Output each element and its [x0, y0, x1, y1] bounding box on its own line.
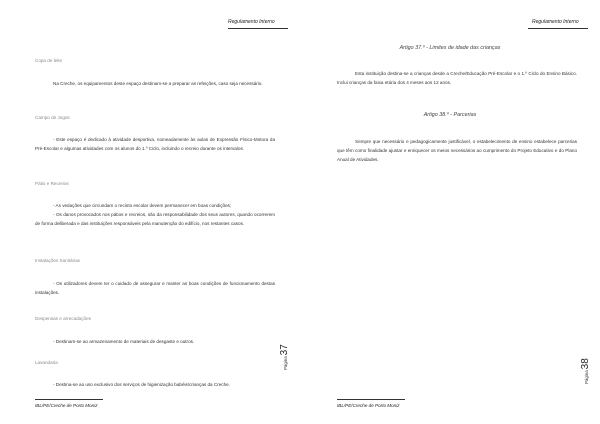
page-footer: IBL/PE/Creche de Porto Moniz [35, 403, 98, 408]
page-header: Regulamento Interno [228, 19, 275, 25]
page-number [580, 358, 594, 384]
section-heading-patio: Pátio e Recreios [35, 181, 69, 186]
page-header: Regulamento Interno [532, 19, 579, 25]
page-number [279, 344, 293, 370]
header-rule [228, 28, 288, 29]
section-paragraph: - Este espaço é dedicado à atividade desportiva, nomeadamente às aulas de Expressão Físico-Motora da Pré-Escolar e algumas atividades com os alunos do 1.º Ciclo, incluindo o recreio durante os intervalos. [35, 137, 275, 151]
document-page-right [300, 0, 600, 424]
section-heading-lavandaria: Lavandaria [35, 360, 58, 365]
section-heading-campo-jogos: Campo de Jogos [35, 115, 70, 120]
page-number-label: Página [584, 370, 589, 384]
page-number-value: 37 [279, 344, 290, 356]
section-paragraph: - Destinam-se ao armazenamento de materiais de desgaste e outros. [53, 339, 195, 344]
section-heading-copa: Copa de leite [35, 58, 63, 63]
section-paragraph: - As vedações que circundam o recinto escolar devem permanecer em boas condições; [53, 203, 232, 208]
article-title: Artigo 37.º - Limites de idade das crianças [399, 45, 501, 51]
header-rule [528, 28, 588, 29]
section-paragraph: - Os danos provocados nos pátios e recreios, são da responsabilidade dos seus autores, quando ocorrerem de forma deliberada e das instituições responsáveis pela manutenção do edifício, nos restantes casos. [35, 212, 275, 226]
page-number-value: 38 [580, 358, 591, 370]
section-heading-sanitarias: Instalações Sanitárias [35, 258, 80, 263]
footer-rule [35, 399, 103, 400]
section-paragraph: - Destina-se ao uso exclusivo dos serviços de higienização babéis/crianças da Creche. [53, 382, 230, 387]
page-footer: IBL/PE/Creche de Porto Moniz [337, 403, 400, 408]
section-heading-despensas: Despensas e arrecadações [35, 316, 91, 321]
article-title: Artigo 38.º - Parcerias [423, 112, 477, 118]
footer-rule [337, 399, 405, 400]
article-paragraph: Sempre que necessário e pedagogicamente justificável, o estabelecimento de ensino estabelece parcerias que têm como finalidade ajustar e enriquecer os meios necessários ao cumprimento do Projeto Educativo e do Plano Anual de Atividades. [337, 139, 577, 162]
section-paragraph: Na Creche, os equipamentos deste espaço destinam-se a preparar as refeições, caso seja necessário. [53, 81, 263, 86]
article-paragraph: Esta instituição destina-se a crianças desde a Creche/Educação Pré-Escolar e o 1.º Ciclo do Ensino Básico. Inclui crianças da faixa etária dos 4 meses aos 12 anos. [337, 71, 577, 85]
section-paragraph: - Os utilizadores devem ter o cuidado de assegurar e manter as boas condições de funcionamento destas instalações. [35, 281, 275, 295]
page-number-label: Página [283, 356, 288, 370]
